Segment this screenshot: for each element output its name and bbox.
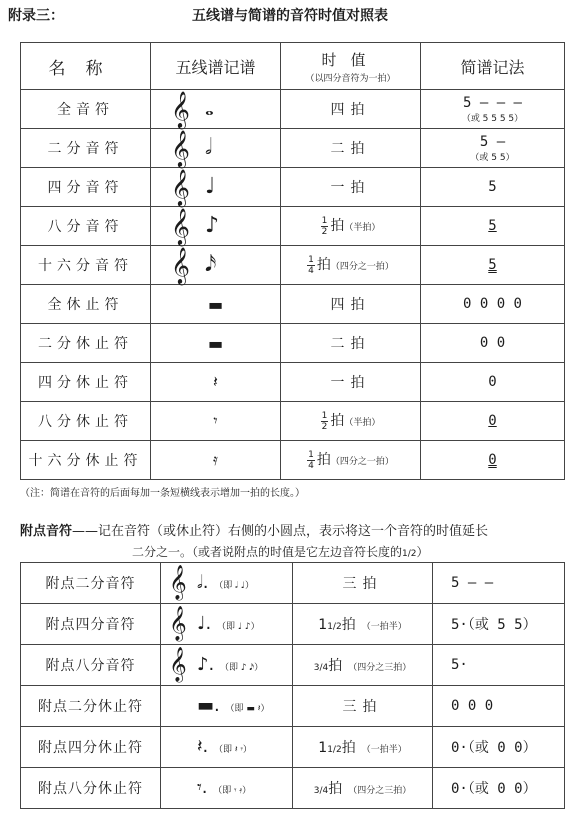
table-row: [21, 363, 565, 402]
table-row: [21, 207, 565, 246]
table-row: [21, 604, 565, 645]
staff-cell: [161, 686, 293, 727]
whole-rest-icon: ▬: [207, 294, 224, 314]
table-row: [21, 246, 565, 285]
table-row: [21, 402, 565, 441]
appendix-label: 附录三：: [8, 8, 64, 24]
staff-cell: [151, 363, 281, 402]
note-name: 四分休止符: [21, 363, 151, 402]
staff-cell: [161, 645, 293, 686]
dotted-note-table: [20, 562, 565, 809]
dotted-title: 附点音符: [20, 524, 73, 539]
table-row: [21, 90, 565, 129]
table-row: [21, 727, 565, 768]
treble-clef-icon: 𝄞: [171, 168, 190, 206]
whole-note-icon: 𝅝: [205, 96, 214, 121]
note-value-table: [20, 42, 565, 480]
page-header: [8, 5, 572, 27]
staff-cell: [151, 285, 281, 324]
dotted-note-icon: ♩. （即 ♩ ♪）: [197, 613, 260, 634]
half-note-icon: 𝅗𝅥: [205, 135, 212, 160]
header-name: 名称: [21, 43, 151, 90]
jianpu-cell: 5·: [433, 645, 565, 686]
staff-cell: [151, 168, 281, 207]
jianpu-cell: 5·（或 5 5）: [433, 604, 565, 645]
fraction: $\frac{1}{2}$: [321, 410, 328, 432]
footnote: （注：简谱在音符的后面每加一条短横线表示增加一拍的长度。）: [20, 488, 305, 499]
duration-cell: $\frac{1}{4}$ 拍（四分之一拍）: [281, 441, 421, 480]
table-row: [21, 324, 565, 363]
duration-cell: 11/2拍（一拍半）: [293, 727, 433, 768]
note-name: 附点八分休止符: [21, 768, 161, 809]
dotted-note-icon: 𝅗𝅥. （即 𝅗𝅥 ♩）: [197, 572, 255, 593]
jianpu-cell: 0·（或 0 0）: [433, 727, 565, 768]
table-row: [21, 168, 565, 207]
staff-cell: [151, 246, 281, 285]
duration-cell: 三拍: [293, 563, 433, 604]
jianpu-cell: 0 0: [421, 324, 565, 363]
header-duration-note: （以四分音符为一拍）: [305, 73, 396, 84]
table-header-row: [21, 43, 565, 90]
staff-cell: [161, 563, 293, 604]
duration-cell: $\frac{1}{2}$ 拍（半拍）: [281, 207, 421, 246]
header-duration-label: 时值: [321, 50, 380, 69]
duration-cell: 二拍: [281, 324, 421, 363]
dotted-rest-icon: ▬. （即 ▬ 𝄽）: [197, 695, 270, 716]
treble-clef-icon: 𝄞: [171, 129, 190, 167]
note-name: 八分休止符: [21, 402, 151, 441]
staff-cell: [161, 768, 293, 809]
duration-cell: 二拍: [281, 129, 421, 168]
sixteenth-note-icon: 𝅘𝅥𝅯: [205, 252, 217, 277]
treble-clef-icon: 𝄞: [169, 647, 187, 682]
fraction: $\frac{1}{4}$: [308, 449, 314, 471]
header-staff: 五线谱记谱: [151, 43, 281, 90]
duration-cell: 一拍: [281, 363, 421, 402]
staff-cell: [151, 90, 281, 129]
duration-cell: 一拍: [281, 168, 421, 207]
jianpu-cell: 5: [421, 246, 565, 285]
quarter-rest-icon: 𝄽: [213, 372, 218, 391]
note-name: 二分休止符: [21, 324, 151, 363]
table-row: [21, 129, 565, 168]
staff-cell: [161, 604, 293, 645]
treble-clef-icon: 𝄞: [169, 606, 187, 641]
treble-clef-icon: 𝄞: [171, 90, 190, 128]
treble-clef-icon: 𝄞: [169, 565, 187, 600]
jianpu-cell: 5 — —: [433, 563, 565, 604]
duration-cell: 3/4拍（四分之三拍）: [293, 645, 433, 686]
note-name: 十六分休止符: [21, 441, 151, 480]
note-name: 十六分音符: [21, 246, 151, 285]
staff-cell: [151, 324, 281, 363]
jianpu-cell: 0 0 0: [433, 686, 565, 727]
dotted-rest-icon: 𝄾. （即 𝄾 𝄿）: [197, 777, 252, 798]
duration-cell: 四拍: [281, 285, 421, 324]
jianpu-cell: 5 — （或 5 5）: [421, 129, 565, 168]
dotted-note-section: 附点音符——记在音符（或休止符）右侧的小圆点，表示将这一个音符的时值延长 二分之一。（或者说附点的时值是它左边音符长度的1/2）: [20, 524, 489, 559]
fraction: $\frac{1}{2}$: [321, 215, 328, 237]
quarter-note-icon: ♩: [205, 174, 216, 199]
page-title: 五线谱与简谱的音符时值对照表: [192, 8, 388, 24]
half-rest-icon: ▬: [207, 333, 224, 353]
fraction: $\frac{1}{4}$: [308, 254, 314, 276]
note-name: 附点二分音符: [21, 563, 161, 604]
note-name: 四分音符: [21, 168, 151, 207]
header-jianpu: 简谱记法: [421, 43, 565, 90]
staff-cell: [161, 727, 293, 768]
note-name: 附点四分休止符: [21, 727, 161, 768]
staff-cell: [151, 207, 281, 246]
jianpu-cell: 0·（或 0 0）: [433, 768, 565, 809]
dotted-desc-1: ——记在音符（或休止符）右侧的小圆点，表示将这一个音符的时值延长: [72, 524, 489, 539]
header-duration: [281, 43, 421, 90]
note-name: 附点四分音符: [21, 604, 161, 645]
duration-cell: 11/2拍（一拍半）: [293, 604, 433, 645]
duration-cell: $\frac{1}{4}$ 拍（四分之一拍）: [281, 246, 421, 285]
jianpu-cell: 0: [421, 363, 565, 402]
note-name: 全休止符: [21, 285, 151, 324]
dotted-rest-icon: 𝄽. （即 𝄽 𝄾）: [197, 736, 252, 757]
duration-cell: $\frac{1}{2}$ 拍（半拍）: [281, 402, 421, 441]
note-name: 附点八分音符: [21, 645, 161, 686]
note-name: 全音符: [21, 90, 151, 129]
sixteenth-rest-icon: 𝄿: [213, 450, 218, 469]
jianpu-cell: 0: [421, 402, 565, 441]
jianpu-cell: 5: [421, 207, 565, 246]
eighth-rest-icon: 𝄾: [213, 411, 218, 430]
staff-cell: [151, 441, 281, 480]
dotted-desc-2: 二分之一。（或者说附点的时值是它左边音符长度的: [132, 545, 403, 559]
jianpu-cell: 5 — — — （或 5 5 5 5）: [421, 90, 565, 129]
jianpu-cell: 5: [421, 168, 565, 207]
jianpu-cell: 0: [421, 441, 565, 480]
dotted-note-icon: ♪. （即 ♪ 𝅘𝅥𝅯）: [197, 654, 264, 675]
eighth-note-icon: ♪: [205, 213, 220, 238]
staff-cell: [151, 129, 281, 168]
table-row: [21, 285, 565, 324]
staff-cell: [151, 402, 281, 441]
note-name: 附点二分休止符: [21, 686, 161, 727]
table-row: [21, 563, 565, 604]
treble-clef-icon: 𝄞: [171, 246, 190, 284]
duration-cell: 3/4拍（四分之三拍）: [293, 768, 433, 809]
table-row: [21, 686, 565, 727]
note-name: 二分音符: [21, 129, 151, 168]
table-row: [21, 645, 565, 686]
table-row: [21, 768, 565, 809]
dotted-desc-fraction: 1/2: [402, 549, 417, 559]
duration-cell: 四拍: [281, 90, 421, 129]
note-name: 八分音符: [21, 207, 151, 246]
duration-cell: 三拍: [293, 686, 433, 727]
jianpu-cell: 0 0 0 0: [421, 285, 565, 324]
treble-clef-icon: 𝄞: [171, 207, 190, 245]
table-row: [21, 441, 565, 480]
